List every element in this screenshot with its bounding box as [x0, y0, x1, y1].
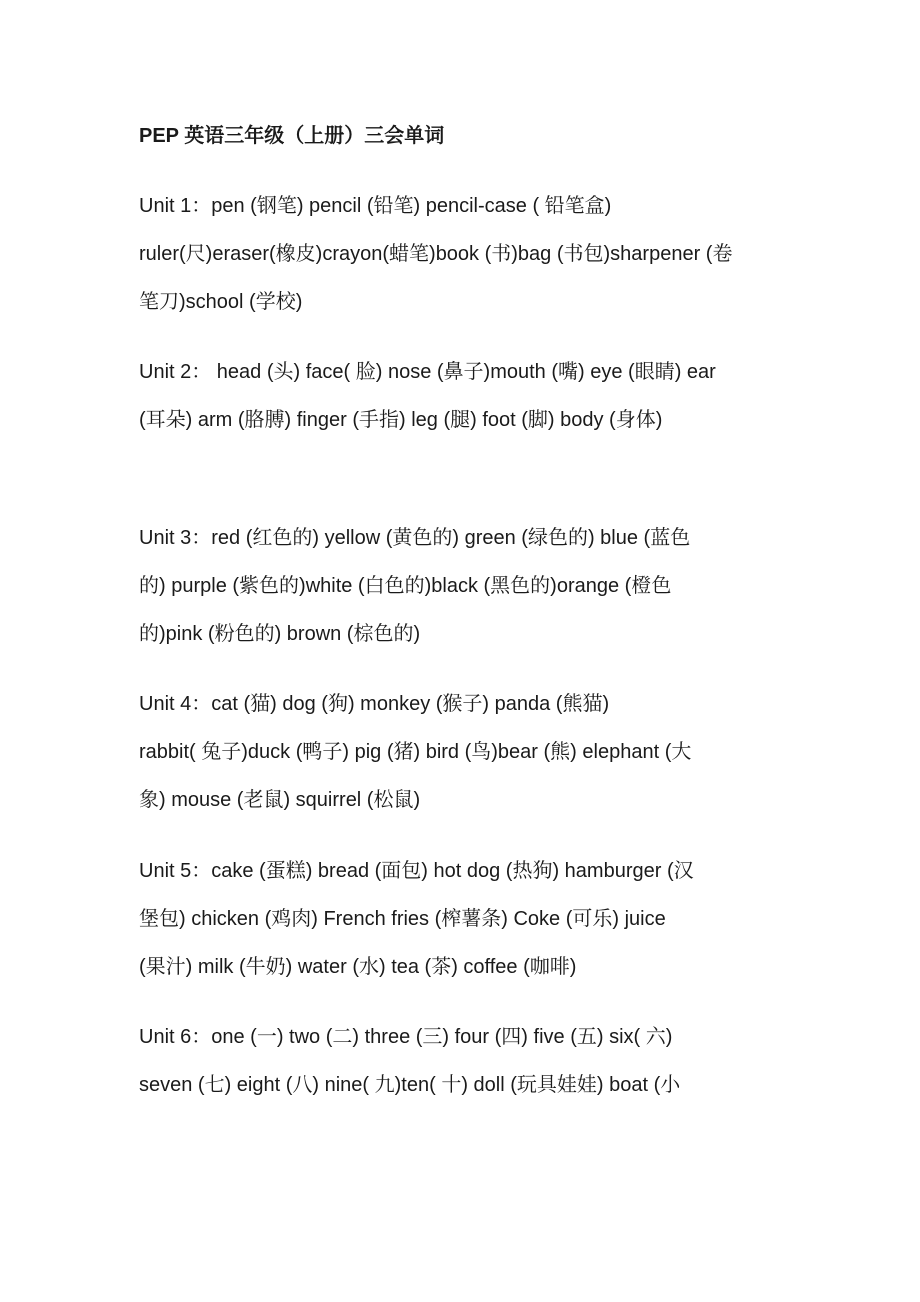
unit-6-line-2: seven (七) eight (八) nine( 九)ten( 十) doll (玩具娃娃) boat (小	[139, 1074, 681, 1096]
unit-2-line-2: (耳朵) arm (胳膊) finger (手指) leg (腿) foot (脚) body (身体)	[139, 409, 663, 431]
unit-3-line-3: 的)pink (粉色的) brown (棕色的)	[139, 623, 421, 645]
unit-6-vocabulary	[139, 1013, 799, 1109]
unit-5-line-3: (果汁) milk (牛奶) water (水) tea (茶) coffee (咖啡)	[139, 956, 577, 978]
unit-2-vocabulary	[139, 348, 799, 444]
unit-5-line-1: Unit 5：cake (蛋糕) bread (面包) hot dog (热狗) hamburger (汉	[139, 860, 694, 882]
unit-4-line-3: 象) mouse (老鼠) squirrel (松鼠)	[139, 789, 421, 811]
document-title: PEP 英语三年级（上册）三会单词	[139, 125, 445, 147]
unit-2-line-1: Unit 2： head (头) face( 脸) nose (鼻子)mouth (嘴) eye (眼睛) ear	[139, 361, 716, 383]
unit-5-line-2: 堡包) chicken (鸡肉) French fries (榨薯条) Coke (可乐) juice	[139, 908, 666, 930]
unit-1-line-3: 笔刀)school (学校)	[139, 291, 303, 313]
unit-3-vocabulary	[139, 514, 799, 658]
unit-3-line-2: 的) purple (紫色的)white (白色的)black (黑色的)orange (橙色	[139, 575, 672, 597]
unit-5-vocabulary	[139, 847, 799, 991]
unit-6-line-1: Unit 6：one (一) two (二) three (三) four (四) five (五) six( 六)	[139, 1026, 673, 1048]
unit-1-line-1: Unit 1：pen (钢笔) pencil (铅笔) pencil-case ( 铅笔盒)	[139, 195, 612, 217]
unit-4-line-2: rabbit( 兔子)duck (鸭子) pig (猪) bird (鸟)bear (熊) elephant (大	[139, 741, 692, 763]
unit-1-vocabulary	[139, 182, 799, 326]
unit-1-line-2: ruler(尺)eraser(橡皮)crayon(蜡笔)book (书)bag (书包)sharpener (卷	[139, 243, 733, 265]
unit-4-line-1: Unit 4：cat (猫) dog (狗) monkey (猴子) panda (熊猫)	[139, 693, 610, 715]
unit-3-line-1: Unit 3：red (红色的) yellow (黄色的) green (绿色的) blue (蓝色	[139, 527, 691, 549]
unit-4-vocabulary	[139, 680, 799, 824]
